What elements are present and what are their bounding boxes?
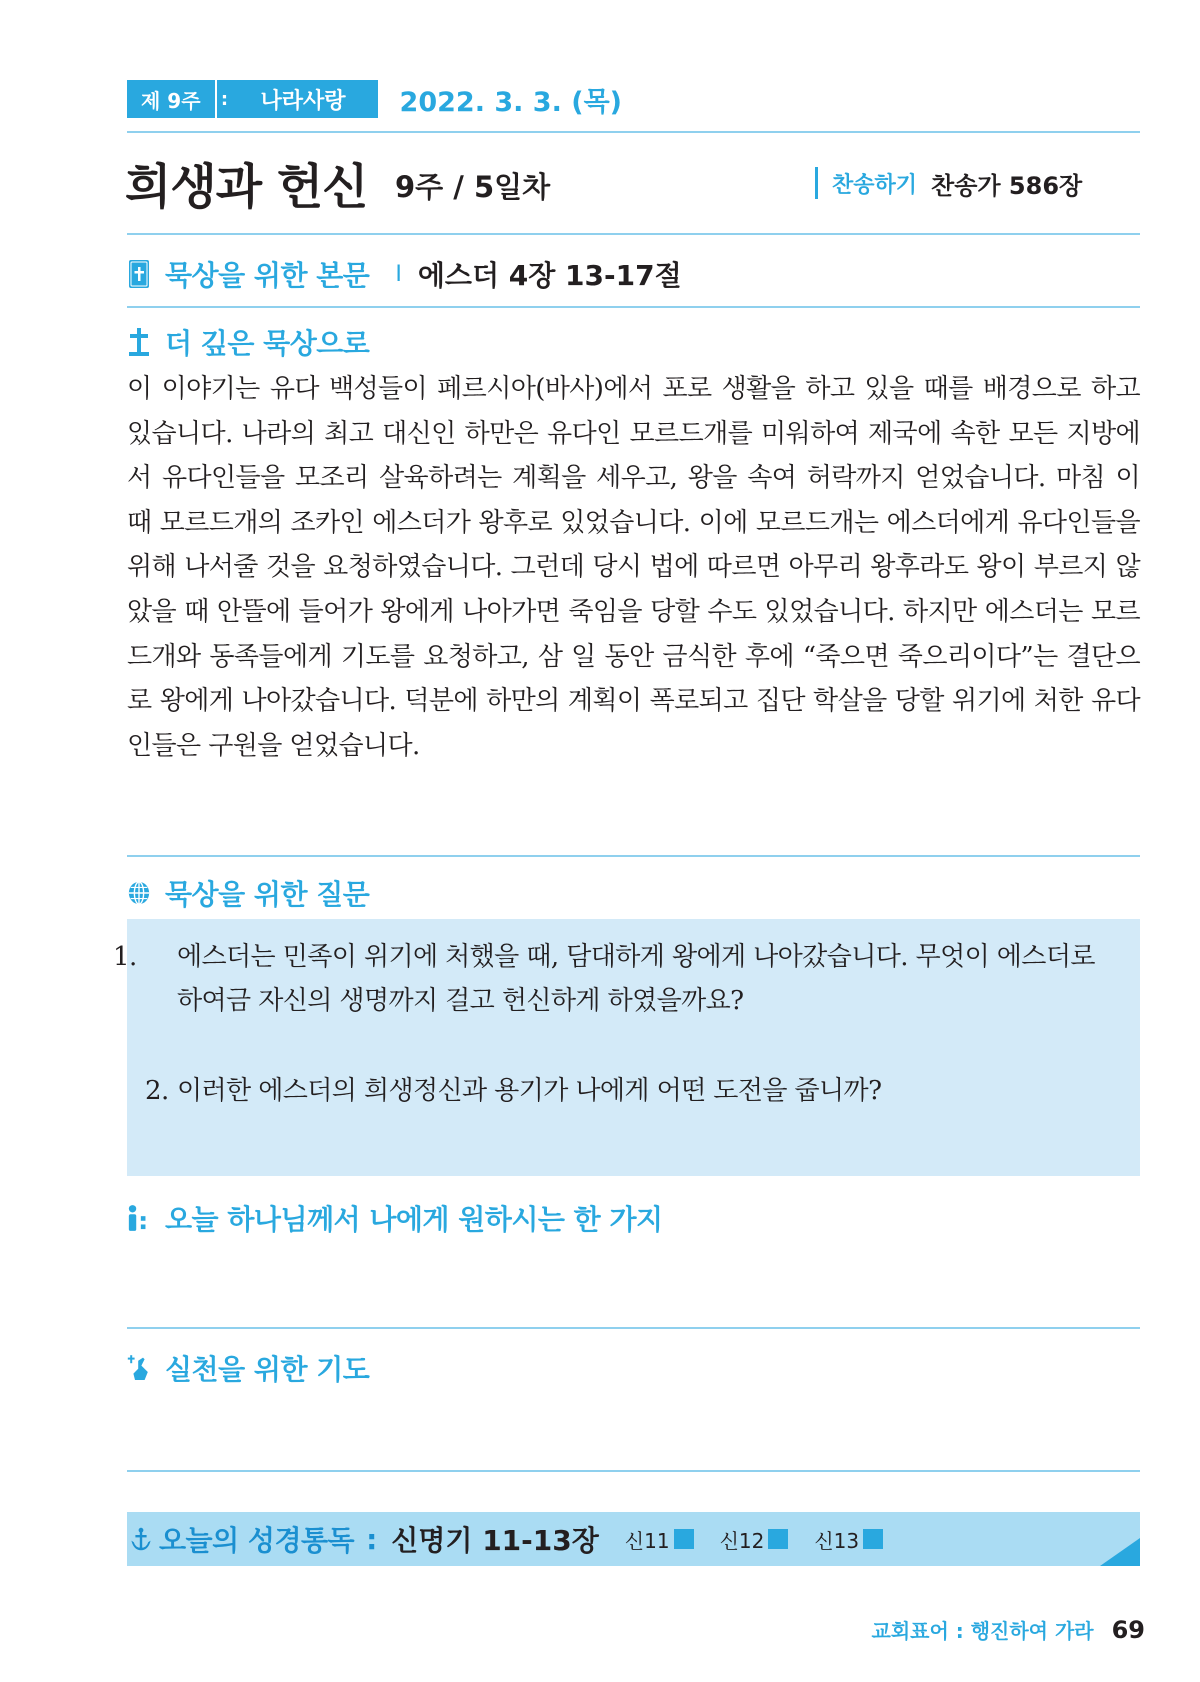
one-thing-section-head bbox=[127, 1198, 663, 1238]
hymn-bar bbox=[815, 167, 818, 199]
check-label: 신12 bbox=[719, 1528, 765, 1553]
page-footer bbox=[872, 1615, 1146, 1644]
divider bbox=[127, 233, 1140, 235]
prayer-title: 실천을 위한 기도 bbox=[165, 1353, 370, 1386]
page-title: 희생과 헌신 bbox=[125, 159, 368, 215]
questions-section-head bbox=[127, 873, 369, 913]
globe-icon bbox=[127, 878, 151, 908]
question-text: 이러한 에스더의 희생정신과 용기가 나에게 어떤 도전을 줍니까? bbox=[177, 1076, 882, 1106]
passage-section-head bbox=[127, 254, 682, 294]
meditation-text: 이 이야기는 유다 백성들이 페르시아(바사)에서 포로 생활을 하고 있을 때를 배경으로 하고 있습니다. 나라의 최고 대신인 하만은 유다인 모르드개를 미워하여 제국에 속한 모든 지방에서 유다인들을 모조리 살육하려는 계획을 세우고, 왕을 속여 허락까지 얻었습니다. 마침 이 때 모르드개의 조카인 에스더가 왕후로 있었습니다. 이에 모르드개는 에스더에게 유다인들을 위해 나서줄 것을 요청하였습니다. 그런데 당시 법에 따르면 아무리 왕후라도 왕이 부르지 않았을 때 안뜰에 들어가 왕에게 나아가면 죽임을 당할 수도 있었습니다. 하지만 에스더는 모르드개와 동족들에게 기도를 요청하고, 삼 일 동안 금식한 후에 “죽으면 죽으리이다”는 결단으로 왕에게 나아갔습니다. 덕분에 하만의 계획이 폭로되고 집단 학살을 당할 위기에 처한 유다인들은 구원을 얻었습니다. bbox=[127, 374, 1140, 761]
prayer-section-head bbox=[127, 1348, 369, 1388]
deeper-title: 더 깊은 묵상으로 bbox=[165, 327, 370, 360]
hymn-label: 찬송하기 bbox=[832, 172, 918, 198]
cross-icon bbox=[127, 327, 151, 357]
day-label: 9주 / 5일차 bbox=[395, 170, 551, 204]
question-number: 1. bbox=[113, 942, 137, 972]
check-label: 신13 bbox=[814, 1528, 860, 1553]
corner-decoration bbox=[1100, 1538, 1140, 1566]
passage-divider: I bbox=[395, 261, 402, 287]
page-number: 69 bbox=[1111, 1616, 1145, 1644]
question-number: 2. bbox=[145, 1076, 169, 1106]
one-thing-title: 오늘 하나님께서 나에게 원하시는 한 가지 bbox=[165, 1203, 663, 1236]
church-motto: 교회표어 : 행진하여 가라 bbox=[871, 1619, 1094, 1643]
hymn-info bbox=[815, 166, 1082, 200]
person-info-icon bbox=[127, 1203, 151, 1233]
questions-box bbox=[113, 919, 1140, 1176]
anchor-icon bbox=[129, 1524, 153, 1554]
bible-icon bbox=[127, 259, 151, 289]
theme-tag: 나라사랑 bbox=[233, 80, 378, 118]
question-text: 에스더는 민족이 위기에 처했을 때, 담대하게 왕에게 나아갔습니다. 무엇이 에스더로 하여금 자신의 생명까지 걸고 헌신하게 하였을까요? bbox=[177, 942, 1095, 1016]
reading-check-item[interactable] bbox=[720, 1525, 789, 1554]
praying-hands-icon bbox=[127, 1353, 151, 1383]
header-tag-bar bbox=[127, 80, 622, 118]
reading-content bbox=[129, 1512, 883, 1566]
hymn-value: 찬송가 586장 bbox=[931, 171, 1083, 200]
week-tag: 제 9주 bbox=[127, 80, 215, 118]
checkbox[interactable] bbox=[768, 1529, 788, 1549]
divider bbox=[127, 1327, 1140, 1329]
reading-check-item[interactable] bbox=[814, 1525, 883, 1554]
question-item bbox=[145, 1069, 1115, 1113]
question-item bbox=[113, 935, 1115, 1023]
reading-label: 오늘의 성경통독 bbox=[159, 1524, 355, 1557]
tag-separator: : bbox=[215, 80, 233, 118]
checkbox[interactable] bbox=[674, 1529, 694, 1549]
passage-title: 묵상을 위한 본문 bbox=[165, 259, 370, 292]
divider bbox=[127, 306, 1140, 308]
bible-reading-bar bbox=[127, 1512, 1140, 1566]
checkbox[interactable] bbox=[863, 1529, 883, 1549]
reading-value: 신명기 11-13장 bbox=[391, 1524, 599, 1557]
date-label: 2022. 3. 3. (목) bbox=[399, 86, 622, 118]
divider bbox=[127, 131, 1140, 133]
questions-title: 묵상을 위한 질문 bbox=[165, 878, 370, 911]
divider bbox=[127, 1470, 1140, 1472]
passage-reference: 에스더 4장 13-17절 bbox=[417, 259, 682, 292]
deeper-section-head bbox=[127, 322, 369, 362]
reading-colon: : bbox=[366, 1522, 378, 1556]
check-label: 신11 bbox=[624, 1528, 670, 1553]
reading-check-item[interactable] bbox=[625, 1525, 694, 1554]
divider bbox=[127, 855, 1140, 857]
